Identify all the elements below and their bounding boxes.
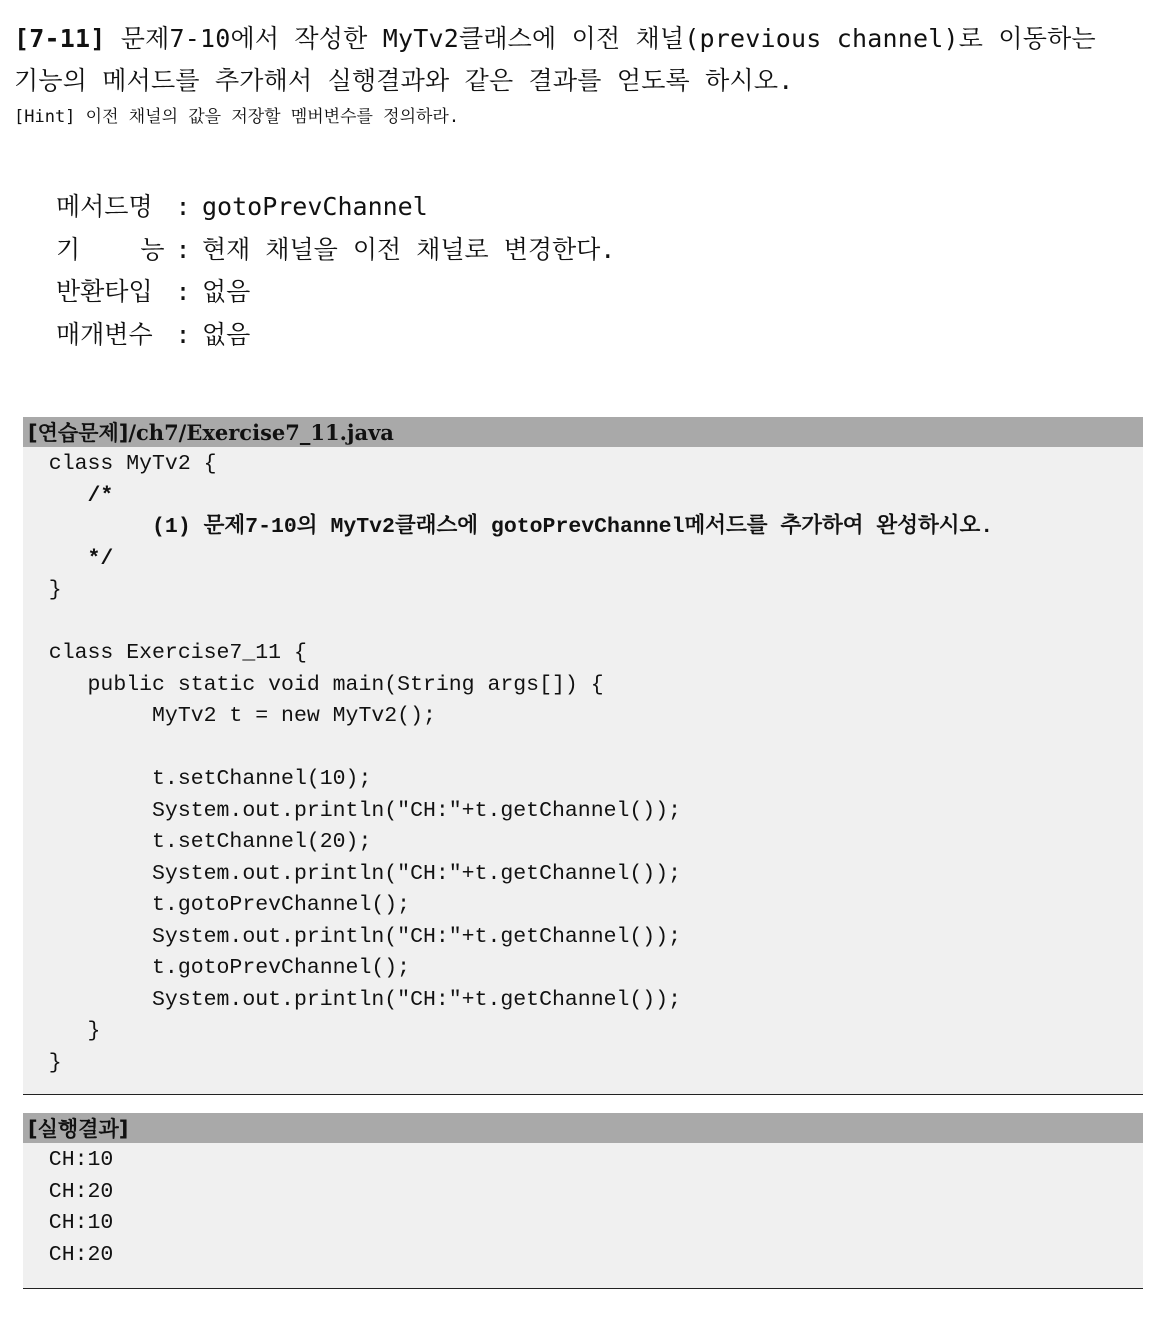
code-box-header <box>23 417 1143 447</box>
code-line: t.gotoPrevChannel(); <box>23 893 411 917</box>
result-box-header <box>23 1113 1143 1143</box>
code-line: } <box>23 578 62 602</box>
problem-line-1 <box>14 18 1148 60</box>
result-box <box>23 1113 1143 1289</box>
spec-value: gotoPrevChannel <box>202 192 428 221</box>
spec-value: 없음 <box>202 319 251 349</box>
problem-number: [7-11] <box>14 24 106 53</box>
output-line: CH:10 <box>23 1211 114 1235</box>
code-comment-body: (1) 문제7-10의 MyTv2클래스에 gotoPrevChannel메서드를 추가하여 완성하시오. <box>23 515 994 539</box>
spec-value: 현재 채널을 이전 채널로 변경한다. <box>202 234 616 264</box>
code-line: System.out.println("CH:"+t.getChannel()); <box>23 924 682 949</box>
code-comment-open: /* <box>23 483 114 508</box>
code-line: System.out.println("CH:"+t.getChannel()); <box>23 861 682 886</box>
spec-row-name <box>56 186 615 229</box>
code-file-path: /ch7/Exercise7_11.java <box>128 420 394 445</box>
problem-text-1: 문제7-10에서 작성한 MyTv2클래스에 이전 채널(previous channel)로 이동하는 <box>105 24 1096 53</box>
spec-key: 메서드명 <box>56 192 153 221</box>
output-line: CH:20 <box>23 1179 114 1204</box>
hint-text: 이전 채널의 값을 저장할 멤버변수를 정의하라. <box>75 107 460 127</box>
code-line: } <box>23 1019 101 1043</box>
result-output <box>23 1143 1143 1277</box>
output-line: CH:20 <box>23 1242 114 1267</box>
code-box <box>23 417 1143 1095</box>
output-line: CH:10 <box>23 1148 114 1172</box>
spec-separator: : <box>175 234 191 264</box>
code-line <box>23 733 1143 765</box>
spec-separator: : <box>175 277 191 306</box>
code-line: t.setChannel(10); <box>23 767 372 791</box>
spec-key: 기 능 <box>56 234 165 264</box>
spec-value: 없음 <box>202 277 251 306</box>
problem-line-2: 기능의 메서드를 추가해서 실행결과와 같은 결과를 얻도록 하시오. <box>14 66 794 95</box>
spec-key: 매개변수 <box>56 319 153 349</box>
spec-row-function <box>56 229 615 272</box>
code-line: class Exercise7_11 { <box>23 641 307 665</box>
code-line: t.setChannel(20); <box>23 830 372 854</box>
spec-separator: : <box>175 192 191 221</box>
code-line: class MyTv2 { <box>23 452 217 476</box>
hint-tag: [Hint] <box>14 107 76 127</box>
result-box-label: [실행결과] <box>28 1117 129 1141</box>
spec-key: 반환타입 <box>56 277 153 306</box>
hint-line <box>14 104 1148 130</box>
code-comment-close: */ <box>23 546 114 571</box>
code-line: public static void main(String args[]) { <box>23 672 604 697</box>
code-line: System.out.println("CH:"+t.getChannel()); <box>23 798 682 823</box>
code-line: t.gotoPrevChannel(); <box>23 956 411 980</box>
spec-separator: : <box>175 319 191 349</box>
code-box-label: [연습문제] <box>28 421 129 445</box>
code-line: System.out.println("CH:"+t.getChannel()); <box>23 987 682 1012</box>
code-line: } <box>23 1050 62 1075</box>
code-line: MyTv2 t = new MyTv2(); <box>23 704 436 728</box>
code-line <box>23 607 1143 639</box>
code-listing <box>23 447 1143 1085</box>
problem-statement <box>14 18 1148 130</box>
spec-row-params <box>56 314 615 357</box>
method-spec <box>56 186 615 356</box>
spec-row-return <box>56 271 615 314</box>
